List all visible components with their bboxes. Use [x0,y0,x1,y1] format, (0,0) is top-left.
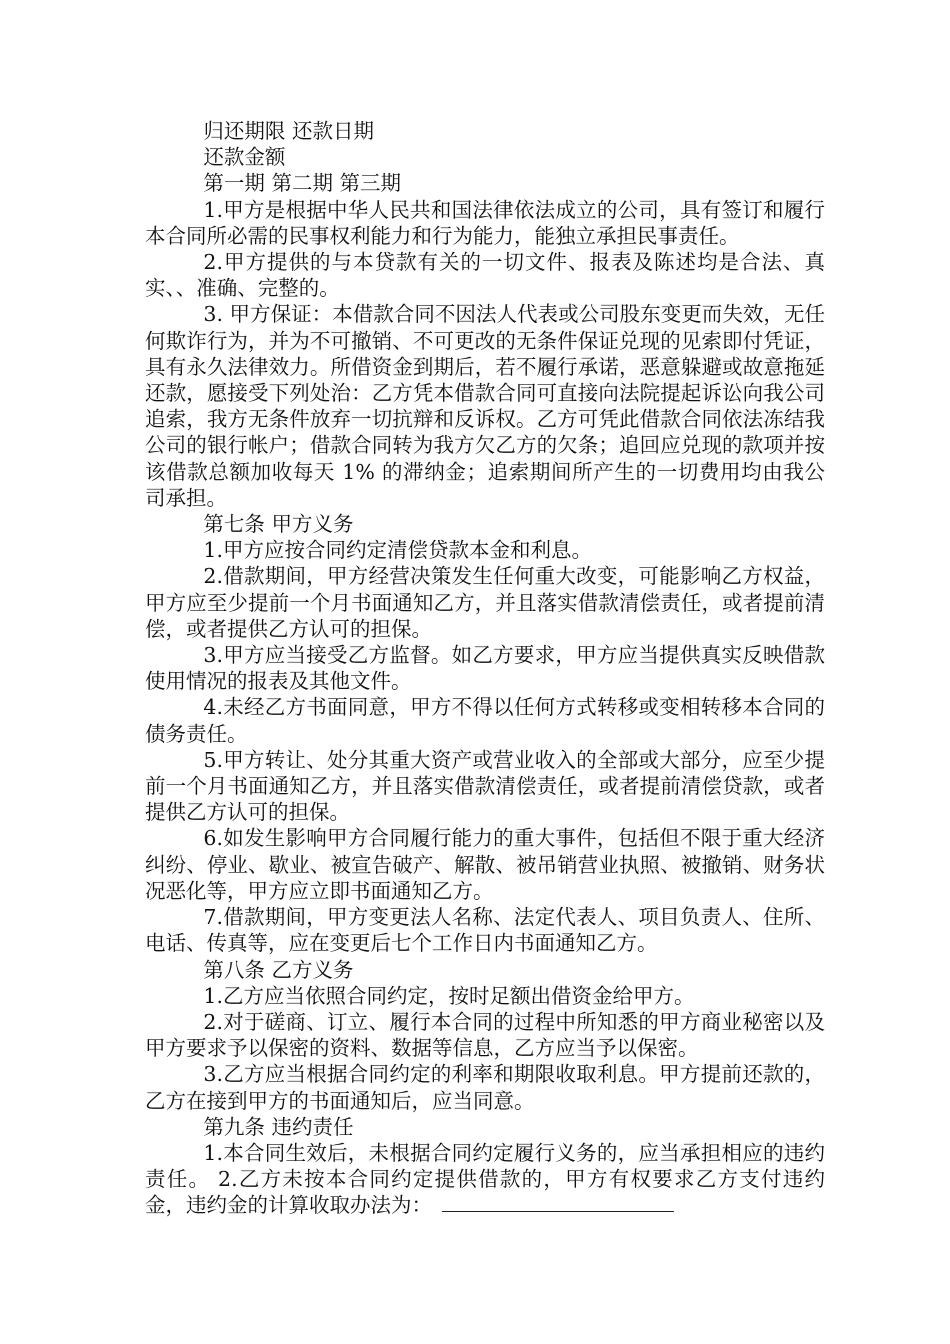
clause-paragraph: 4.未经乙方书面同意，甲方不得以任何方式转移或变相转移本合同的债务责任。 [145,695,825,746]
clause-paragraph: 5.甲方转让、处分其重大资产或营业收入的全部或大部分，应至少提前一个月书面通知乙方，并且落实借款清偿责任，或者提前清偿贷款，或者提供乙方认可的担保。 [145,747,825,825]
clause-paragraph-with-blank [145,1140,825,1219]
article-7-heading: 第七条 甲方义务 [203,512,354,537]
clause-paragraph: 6.如发生影响甲方合同履行能力的重大事件，包括但不限于重大经济纠纷、停业、歇业、被宣告破产、解散、被吊销营业执照、被撤销、财务状况恶化等，甲方应立即书面通知乙方。 [145,826,825,903]
clause-text: 1.本合同生效后，未根据合同约定履行义务的，应当承担相应的违约责任。 2.乙方未按本合同约定提供借款的，甲方有权要求乙方支付违约金，违约金的计算收取办法为： [145,1140,825,1218]
repayment-term-header: 归还期限 还款日期 [203,119,374,143]
document-body [145,118,825,1219]
clause-paragraph: 3. 甲方保证：本借款合同不因法人代表或公司股东变更而失效，无任何欺诈行为，并为不可撤销、不可更改的无条件保证兑现的见索即付凭证，具有永久法律效力。所借资金到期后，若不履行承诺，恶意躲避或故意拖延还款，愿接受下列处治：乙方凭本借款合同可直接向法院提起诉讼向我公司追索，我方无条件放弃一切抗辩和反诉权。乙方可凭此借款合同依法冻结我公司的银行帐户；借款合同转为我方欠乙方的欠条；追回应兑现的款项并按该借款总额加收每天 1% 的滞纳金；追索期间所产生的一切费用均由我公司承担。 [145,302,825,510]
fill-in-blank [442,1193,674,1212]
clause-paragraph: 2.借款期间，甲方经营决策发生任何重大改变，可能影响乙方权益，甲方应至少提前一个月书面通知乙方，并且落实借款清偿责任，或者提前清偿，或者提供乙方认可的担保。 [145,564,825,641]
clause-paragraph: 3.乙方应当根据合同约定的利率和期限收取利息。甲方提前还款的，乙方在接到甲方的书面通知后，应当同意。 [145,1062,825,1113]
clause-paragraph: 1.甲方应按合同约定清偿贷款本金和利息。 [203,538,592,563]
clause-paragraph: 2.甲方提供的与本贷款有关的一切文件、报表及陈述均是合法、真实、、准确、完整的。 [145,250,825,301]
article-9-heading: 第九条 违约责任 [203,1114,354,1139]
clause-paragraph: 1.甲方是根据中华人民共和国法律依法成立的公司，具有签订和履行本合同所必需的民事权利能力和行为能力，能独立承担民事责任。 [145,197,825,248]
installment-header: 第一期 第二期 第三期 [203,171,401,196]
clause-paragraph: 7.借款期间，甲方变更法人名称、法定代表人、项目负责人、住所、电话、传真等，应在变更后七个工作日内书面通知乙方。 [145,905,825,956]
clause-paragraph: 3.甲方应当接受乙方监督。如乙方要求，甲方应当提供真实反映借款使用情况的报表及其他文件。 [145,643,825,694]
clause-paragraph: 1.乙方应当依照合同约定，按时足额出借资金给甲方。 [203,983,695,1008]
article-8-heading: 第八条 乙方义务 [203,957,354,982]
clause-paragraph: 2.对于磋商、订立、履行本合同的过程中所知悉的甲方商业秘密以及甲方要求予以保密的资料、数据等信息，乙方应当予以保密。 [145,1009,825,1061]
repayment-amount-header: 还款金额 [203,145,286,170]
